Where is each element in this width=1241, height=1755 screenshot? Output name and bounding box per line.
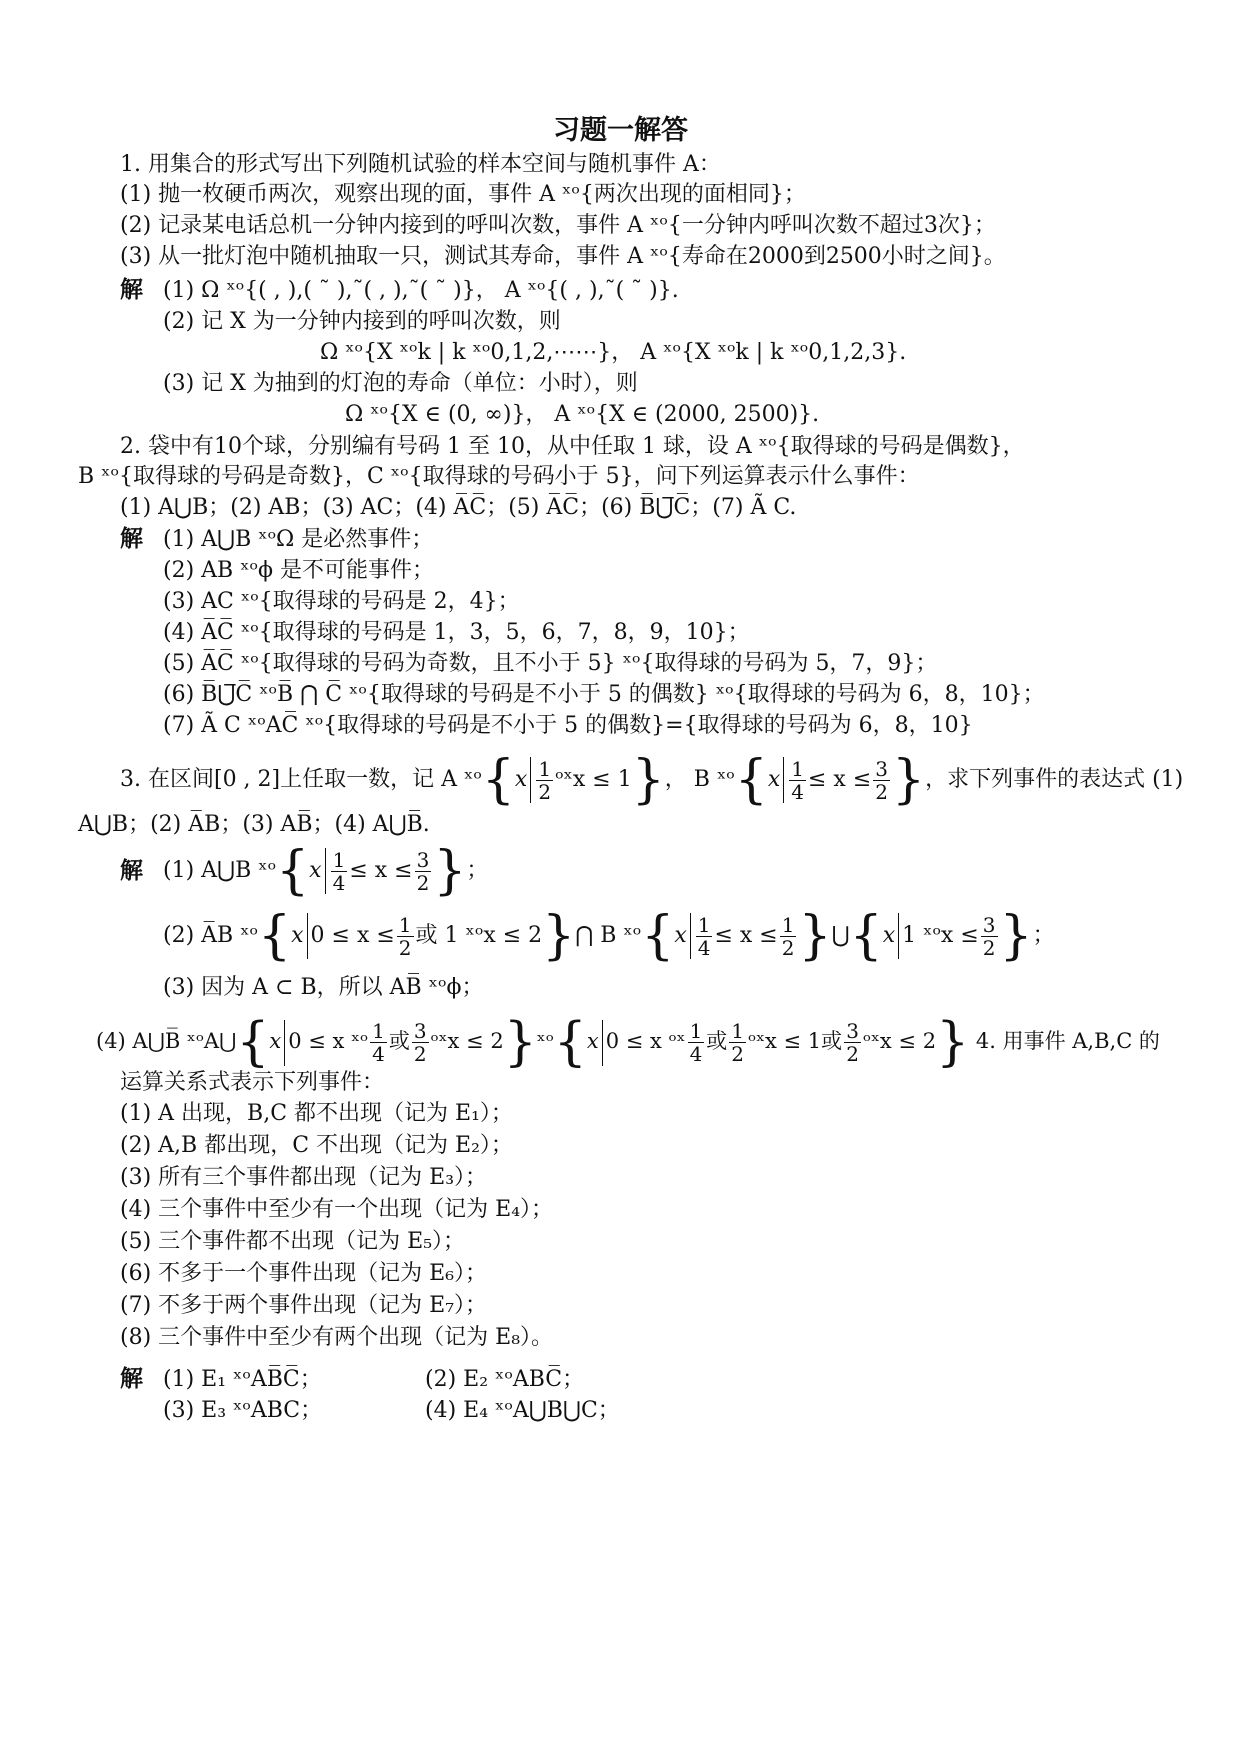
- problem-1-item-1: (1) 抛一枚硬币两次，观察出现的面，事件 A ˣᵒ{两次出现的面相同}；: [120, 182, 806, 207]
- problem-2: 2. 袋中有10个球，分别编有号码 1 至 10，从中任取 1 球，设 A ˣᵒ{取得球的号码是偶数}，: [120, 434, 1025, 459]
- problem-3-intro: 3. 在区间[0 , 2]上任取一数，记: [120, 767, 435, 792]
- page-title: 习题一解答: [553, 115, 688, 146]
- left-brace: {: [258, 906, 292, 966]
- fraction-half: $\frac{1}{2}$: [538, 756, 552, 804]
- set-bar: [284, 1020, 285, 1066]
- problem-3-ops: A⋃B；(2) A̅B；(3) AB̅；(4) A⋃B̅.: [78, 812, 430, 837]
- right-brace: }: [503, 1012, 537, 1073]
- var-x: x: [514, 767, 528, 792]
- problem-4-item-5: (5) 三个事件都不出现（记为 E₅）；: [120, 1229, 466, 1254]
- left-brace: {: [641, 906, 675, 966]
- solution-2-1: (1) A⋃B ˣᵒΩ 是必然事件；: [163, 527, 434, 552]
- right-brace: }: [542, 906, 576, 966]
- fraction-half: $\frac{1}{2}$: [398, 912, 412, 960]
- right-brace: }: [892, 750, 926, 810]
- solution-2-2: (2) AB ˣᵒϕ 是不可能事件；: [163, 558, 434, 583]
- set-bar: [690, 913, 691, 959]
- fraction-three-halves: $\frac{3}{2}$: [416, 847, 430, 895]
- left-brace: {: [553, 1012, 587, 1073]
- solution-3-2: (2) A̅B ˣᵒ{x 0 ≤ x ≤ $\frac{1}{2}$ 或 1 ˣᵒx ≤ 2}⋂ B ˣᵒ{x $\frac{1}{4}$ ≤ x ≤ $\frac{1}{2}$ }⋃{x 1 ˣᵒx ≤ $\frac{3}{2}$ }；: [163, 906, 1055, 966]
- left-brace: {: [734, 750, 768, 810]
- fraction-three-halves: $\frac{3}{2}$: [875, 756, 888, 804]
- problem-4-item-2: (2) A,B 都出现，C 不出现（记为 E₂）；: [120, 1133, 513, 1158]
- fraction-half: $\frac{1}{2}$: [781, 912, 795, 960]
- left-brace: {: [236, 1012, 270, 1073]
- problem-4-item-6: (6) 不多于一个事件出现（记为 E₆）；: [120, 1261, 488, 1286]
- solution-2-5: (5) A̅C̅ ˣᵒ{取得球的号码为奇数，且不小于 5} ˣᵒ{取得球的号码为 5，7，9}；: [163, 651, 938, 676]
- fraction-quarter: $\frac{1}{4}$: [372, 1019, 385, 1066]
- set-bar: [898, 913, 899, 959]
- fraction-three-halves: $\frac{3}{2}$: [982, 912, 996, 960]
- left-brace: {: [481, 750, 515, 810]
- solution-2-3: (3) AC ˣᵒ{取得球的号码是 2，4}；: [163, 589, 520, 614]
- right-brace: }: [999, 906, 1033, 966]
- solution-3-1: (1) A⋃B ˣᵒ{x $\frac{1}{4}$ ≤ x ≤ $\frac{3}{2}$ }；: [163, 841, 489, 901]
- problem-2-cont: B ˣᵒ{取得球的号码是奇数}，C ˣᵒ{取得球的号码小于 5}，问下列运算表示什么事件：: [78, 464, 920, 489]
- set-a-tail: ᵒˣx ≤ 1: [555, 767, 632, 792]
- problem-2-ops: (1) A⋃B；(2) AB；(3) AC；(4) A̅C̅；(5) A̅C̅；(6) B̅⋃̅C̅；(7) Ã C.: [120, 495, 797, 520]
- solution-2-7: (7) Ã C ˣᵒAC̅ ˣᵒ{取得球的号码是不小于 5 的偶数}={取得球的号码为 6，8，10}: [163, 713, 973, 738]
- solution-label: 解: [120, 526, 143, 552]
- solution-1-2-formula: Ω ˣᵒ{X ˣᵒk | k ˣᵒ0,1,2,⋯⋯}， A ˣᵒ{X ˣᵒk | k ˣᵒ0,1,2,3}.: [320, 340, 907, 365]
- set-bar: [602, 1020, 603, 1066]
- set-b-lhs: B ˣᵒ: [693, 767, 735, 792]
- set-bar: [783, 757, 784, 803]
- fraction-quarter: $\frac{1}{4}$: [332, 847, 346, 895]
- solution-3-3: (3) 因为 A ⊂ B，所以 AB̅ ˣᵒϕ；: [163, 975, 484, 1000]
- problem-4-item-8: (8) 三个事件中至少有两个出现（记为 E₈）。: [120, 1325, 554, 1350]
- solution-1-1: (1) Ω ˣᵒ{( , ),( ˜ ),˜( , ),˜( ˜ )}， A ˣᵒ{( , ),˜( ˜ )}.: [163, 278, 679, 303]
- solution-label: 解: [120, 1366, 143, 1392]
- solution-2-4: (4) A̅C̅ ˣᵒ{取得球的号码是 1，3，5，6，7，8，9，10}；: [163, 620, 750, 645]
- problem-1: 1. 用集合的形式写出下列随机试验的样本空间与随机事件 A：: [120, 152, 721, 177]
- problem-1-item-2: (2) 记录某电话总机一分钟内接到的呼叫次数，事件 A ˣᵒ{一分钟内呼叫次数不超过3次}；: [120, 213, 996, 238]
- problem-3-ask: 求下列事件的表达式 (1): [947, 767, 1184, 792]
- fraction-three-halves: $\frac{3}{2}$: [846, 1019, 859, 1066]
- solution-4-1: (1) E₁ ˣᵒAB̅C̅；: [163, 1367, 322, 1392]
- problem-1-item-3: (3) 从一批灯泡中随机抽取一只，测试其寿命，事件 A ˣᵒ{寿命在2000到2500小时之间}。: [120, 244, 1006, 269]
- problem-4-item-7: (7) 不多于两个事件出现（记为 E₇）；: [120, 1293, 488, 1318]
- solution-label: 解: [120, 277, 143, 303]
- right-brace: }: [631, 750, 665, 810]
- var-x: x: [767, 767, 781, 792]
- problem-3: 3. 在区间[0 , 2]上任取一数，记 A ˣᵒ{x $\frac{1}{2}$ ᵒˣx ≤ 1}， B ˣᵒ{x $\frac{1}{4}$ ≤ x ≤ $\frac{3}{2}$ }，求下列事件的表达式 (1): [120, 750, 1184, 810]
- solution-3-4: (4) A⋃B̅ ˣᵒA⋃{x 0 ≤ x ˣᵒ $\frac{1}{4}$ 或 $\frac{3}{2}$ ᵒˣx ≤ 2}ˣᵒ{x 0 ≤ x ᵒˣ $\frac{1}{4}$ 或 $\frac{1}{2}$ ᵒˣx ≤ 1或 $\frac{3}{2}$ ᵒˣx ≤ 2} 4. 用事件 A,B,C 的: [96, 1012, 1160, 1073]
- left-brace: {: [276, 841, 310, 901]
- problem-4-item-3: (3) 所有三个事件都出现（记为 E₃）；: [120, 1165, 488, 1190]
- set-bar: [530, 757, 531, 803]
- fraction-quarter: $\frac{1}{4}$: [689, 1019, 703, 1066]
- problem-4-head: 4. 用事件 A,B,C 的: [975, 1029, 1160, 1053]
- solution-1-2: (2) 记 X 为一分钟内接到的呼叫次数，则: [163, 309, 561, 334]
- solution-1-3-formula: Ω ˣᵒ{X ∈ (0, ∞)}， A ˣᵒ{X ∈ (2000, 2500)}.: [345, 402, 820, 427]
- solution-4-3: (3) E₃ ˣᵒABC；: [163, 1398, 323, 1423]
- right-brace: }: [936, 1012, 970, 1073]
- problem-4-item-4: (4) 三个事件中至少有一个出现（记为 E₄）；: [120, 1197, 554, 1222]
- solution-4-2: (2) E₂ ˣᵒABC̅；: [425, 1367, 585, 1392]
- left-brace: {: [849, 906, 883, 966]
- set-bar: [325, 848, 326, 894]
- fraction-quarter: $\frac{1}{4}$: [791, 756, 804, 804]
- problem-4-item-1: (1) A 出现，B,C 都不出现（记为 E₁）；: [120, 1101, 513, 1126]
- set-bar: [307, 913, 308, 959]
- right-brace: }: [798, 906, 832, 966]
- solution-2-6: (6) B̅⋃̅C̅ ˣᵒB̅ ⋂ C̅ ˣᵒ{取得球的号码是不小于 5 的偶数} ˣᵒ{取得球的号码为 6，8，10}；: [163, 682, 1045, 707]
- solution-1-3: (3) 记 X 为抽到的灯泡的寿命（单位：小时），则: [163, 371, 638, 396]
- set-b-mid: ≤ x ≤: [808, 767, 872, 792]
- problem-4-cont: 运算关系式表示下列事件：: [120, 1070, 385, 1095]
- solution-label: 解: [120, 858, 143, 884]
- solution-4-4: (4) E₄ ˣᵒA⋃B⋃C；: [425, 1398, 620, 1423]
- fraction-half: $\frac{1}{2}$: [731, 1019, 745, 1066]
- fraction-quarter: $\frac{1}{4}$: [697, 912, 711, 960]
- fraction-three-halves: $\frac{3}{2}$: [413, 1019, 427, 1066]
- right-brace: }: [433, 841, 467, 901]
- set-a-lhs: A ˣᵒ: [441, 767, 482, 792]
